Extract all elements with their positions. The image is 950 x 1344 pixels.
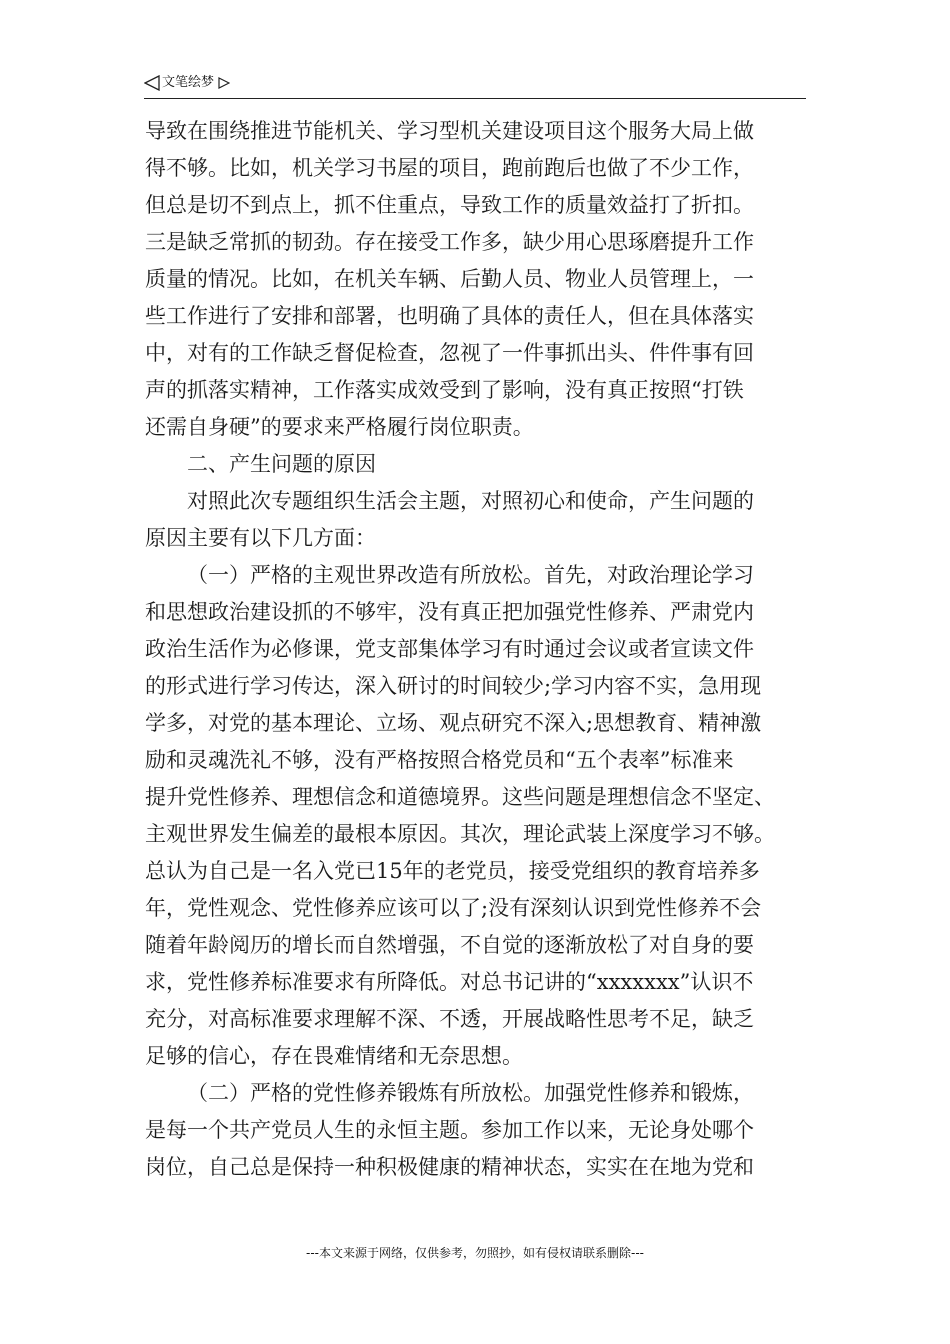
section-heading <box>145 446 810 483</box>
text-line: 还需自身硬”的要求来严格履行岗位职责。 <box>145 415 534 439</box>
text-line: 和思想政治建设抓的不够牢，没有真正把加强党性修养、严肃党内 <box>145 600 754 624</box>
brand-name: 文笔绘梦 <box>162 75 215 90</box>
text-line: 些工作进行了安排和部署，也明确了具体的责任人，但在具体落实 <box>145 304 754 328</box>
text-line: 学多，对党的基本理论、立场、观点研究不深入;思想教育、精神激 <box>145 711 762 735</box>
text-line: 年，党性观念、党性修养应该可以了;没有深刻认识到党性修养不会 <box>145 896 762 920</box>
text-line: 充分，对高标准要求理解不深、不透，开展战略性思考不足，缺乏 <box>145 1007 754 1031</box>
paragraph <box>145 1075 810 1186</box>
text-line: （一）严格的主观世界改造有所放松。首先，对政治理论学习 <box>187 563 754 587</box>
text-line: （二）严格的党性修养锻炼有所放松。加强党性修养和锻炼， <box>187 1081 754 1105</box>
header-brand <box>144 74 230 92</box>
text-line: 是每一个共产党员人生的永恒主题。参加工作以来，无论身处哪个 <box>145 1118 754 1142</box>
paragraph <box>145 113 810 446</box>
text-line: 主观世界发生偏差的最根本原因。其次，理论武装上深度学习不够。 <box>145 822 775 846</box>
footer-notice: ---本文来源于网络，仅供参考，勿照抄，如有侵权请联系删除--- <box>306 1246 644 1260</box>
text-line: 原因主要有以下几方面： <box>145 526 376 550</box>
text-line: 的形式进行学习传达，深入研讨的时间较少;学习内容不实，急用现 <box>145 674 762 698</box>
text-line: 对照此次专题组织生活会主题，对照初心和使命，产生问题的 <box>187 489 754 513</box>
text-line: 三是缺乏常抓的韧劲。存在接受工作多，缺少用心思琢磨提升工作 <box>145 230 754 254</box>
text-line: 中，对有的工作缺乏督促检查，忽视了一件事抓出头、件件事有回 <box>145 341 754 365</box>
text-line: 岗位，自己总是保持一种积极健康的精神状态，实实在在地为党和 <box>145 1155 754 1179</box>
text-line: 但总是切不到点上，抓不住重点，导致工作的质量效益打了折扣。 <box>145 193 754 217</box>
page-header <box>144 72 806 99</box>
triangle-right-icon <box>218 77 230 89</box>
text-line: 励和灵魂洗礼不够，没有严格按照合格党员和“五个表率”标准来 <box>145 748 734 772</box>
text-line: 提升党性修养、理想信念和道德境界。这些问题是理想信念不坚定、 <box>145 785 775 809</box>
text-line: 足够的信心，存在畏难情绪和无奈思想。 <box>145 1044 523 1068</box>
text-line: 求，党性修养标准要求有所降低。对总书记讲的“xxxxxxx”认识不 <box>145 970 754 994</box>
text-line: 得不够。比如，机关学习书屋的项目，跑前跑后也做了不少工作， <box>145 156 754 180</box>
triangle-left-icon <box>144 75 160 91</box>
paragraph <box>145 557 810 1075</box>
text-line: 总认为自己是一名入党已15年的老党员，接受党组织的教育培养多 <box>145 859 760 883</box>
text-line: 质量的情况。比如，在机关车辆、后勤人员、物业人员管理上，一 <box>145 267 754 291</box>
text-line: 二、产生问题的原因 <box>187 452 376 476</box>
text-line: 声的抓落实精神，工作落实成效受到了影响，没有真正按照“打铁 <box>145 378 744 402</box>
document-body <box>145 113 810 1186</box>
text-line: 导致在围绕推进节能机关、学习型机关建设项目这个服务大局上做 <box>145 119 754 143</box>
paragraph <box>145 483 810 557</box>
text-line: 政治生活作为必修课，党支部集体学习有时通过会议或者宣读文件 <box>145 637 754 661</box>
text-line: 随着年龄阅历的增长而自然增强，不自觉的逐渐放松了对自身的要 <box>145 933 754 957</box>
